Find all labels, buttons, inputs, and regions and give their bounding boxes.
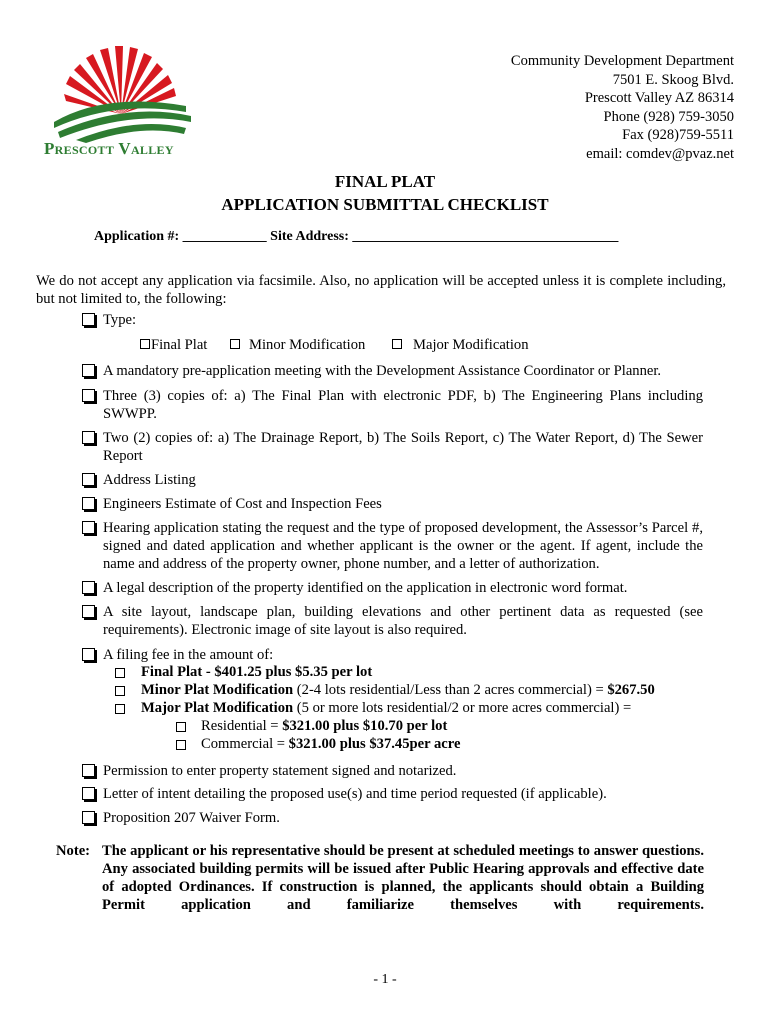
fee-commercial-label: Commercial = [201, 736, 289, 752]
checkbox-two-copies[interactable] [82, 431, 95, 444]
checkbox-filing-fee[interactable] [82, 648, 95, 661]
checkbox-address-listing[interactable] [82, 473, 95, 486]
intro-paragraph: We do not accept any application via facsimile. Also, no application will be accepted unless it is complete including, but not limited to, the following: [36, 273, 726, 307]
checkbox-legal-description[interactable] [82, 581, 95, 594]
type-minor-label: Minor Modification [249, 337, 366, 353]
checkbox-major-modification[interactable] [392, 339, 402, 349]
fee-commercial-line [201, 736, 460, 753]
logo-text: Prescott Valley [44, 139, 174, 158]
checkbox-type[interactable] [82, 313, 95, 326]
fee-major-line [141, 700, 631, 717]
document-title: FINAL PLAT [334, 172, 436, 191]
item-type: Type: [103, 312, 137, 328]
item-filing-fee: A filing fee in the amount of: [103, 647, 274, 663]
checkbox-fee-commercial[interactable] [176, 740, 186, 750]
checkbox-minor-modification[interactable] [230, 339, 240, 349]
checkbox-prop-207[interactable] [82, 811, 95, 824]
checkbox-fee-major[interactable] [115, 704, 125, 714]
checkbox-final-plat[interactable] [140, 339, 150, 349]
type-final-plat-label: Final Plat [151, 337, 208, 353]
checkbox-permission[interactable] [82, 764, 95, 777]
item-permission: Permission to enter property statement signed and notarized. [103, 763, 457, 779]
fee-minor-amount: $267.50 [607, 682, 655, 698]
checkbox-site-layout[interactable] [82, 605, 95, 618]
checkbox-three-copies[interactable] [82, 389, 95, 402]
item-meeting: A mandatory pre-application meeting with the Development Assistance Coordinator or Planner. [103, 363, 662, 379]
item-two-copies: Two (2) copies of: a) The Drainage Report, b) The Soils Report, c) The Water Report, d) The Sewer Report [103, 430, 703, 464]
item-site-layout: A site layout, landscape plan, building elevations and other pertinent data as requested (see requirements). Electronic image of site layout is also required. [103, 604, 703, 638]
document-subtitle: APPLICATION SUBMITTAL CHECKLIST [221, 195, 549, 214]
note-label: Note: [56, 843, 91, 859]
checkbox-hearing-application[interactable] [82, 521, 95, 534]
checkbox-letter-of-intent[interactable] [82, 787, 95, 800]
address-line: 7501 E. Skoog Blvd. [612, 71, 734, 88]
checkbox-fee-minor[interactable] [115, 686, 125, 696]
checkbox-engineers-estimate[interactable] [82, 497, 95, 510]
item-prop-207: Proposition 207 Waiver Form. [103, 810, 280, 826]
fee-minor-title: Minor Plat Modification [141, 682, 294, 698]
fee-minor-desc: (2-4 lots residential/Less than 2 acres commercial) = [293, 682, 608, 698]
address-phone: Phone (928) 759-3050 [603, 108, 734, 125]
address-email: email: comdev@pvaz.net [586, 145, 734, 162]
item-legal-description: A legal description of the property identified on the application in electronic word format. [103, 580, 628, 596]
item-three-copies: Three (3) copies of: a) The Final Plan with electronic PDF, b) The Engineering Plans including SWWPP. [103, 388, 703, 422]
type-major-label: Major Modification [413, 337, 529, 353]
fee-commercial-amount: $321.00 plus $37.45per acre [288, 736, 461, 752]
fee-residential-amount: $321.00 plus $10.70 per lot [282, 718, 448, 734]
fee-residential-line [201, 718, 447, 735]
sun-hills-emblem [36, 44, 206, 144]
item-address-listing: Address Listing [103, 472, 196, 488]
note-text: The applicant or his representative should be present at scheduled meetings to answer questions. Any associated building permits will be issued after Public Hearing approvals and effective date of adopted Ordinances. If construction is planned, the applicants should obtain a Building Permit application and familiarize themselves with requirements. [102, 843, 704, 913]
item-hearing-application: Hearing application stating the request and the type of proposed development, the Assessor’s Parcel #, signed and dated application and whether applicant is the owner or the agent. If agent, include the name and address of the property owner, phone number, and a letter of authorization. [103, 520, 703, 572]
checkbox-fee-final-plat[interactable] [115, 668, 125, 678]
department-address [511, 52, 734, 163]
page-number: - 1 - [373, 972, 397, 987]
prescott-valley-logo [36, 44, 206, 164]
checkbox-meeting[interactable] [82, 364, 95, 377]
item-letter-of-intent: Letter of intent detailing the proposed use(s) and time period requested (if applicable). [103, 786, 607, 802]
application-site-address-line: Application #: ____________ Site Address: ______________________________________ [94, 229, 619, 244]
address-line: Prescott Valley AZ 86314 [584, 90, 734, 106]
fee-major-title: Major Plat Modification [141, 700, 294, 716]
fee-minor-line [141, 682, 655, 699]
fee-final-plat: Final Plat - $401.25 plus $5.35 per lot [141, 664, 373, 680]
note-block [56, 842, 704, 914]
fee-residential-label: Residential = [201, 718, 283, 734]
item-engineers-estimate: Engineers Estimate of Cost and Inspection Fees [103, 496, 382, 512]
fee-major-desc: (5 or more lots residential/2 or more acres commercial) = [293, 700, 632, 716]
address-fax: Fax (928)759-5511 [622, 127, 734, 143]
address-line: Community Development Department [510, 53, 734, 69]
checkbox-fee-residential[interactable] [176, 722, 186, 732]
